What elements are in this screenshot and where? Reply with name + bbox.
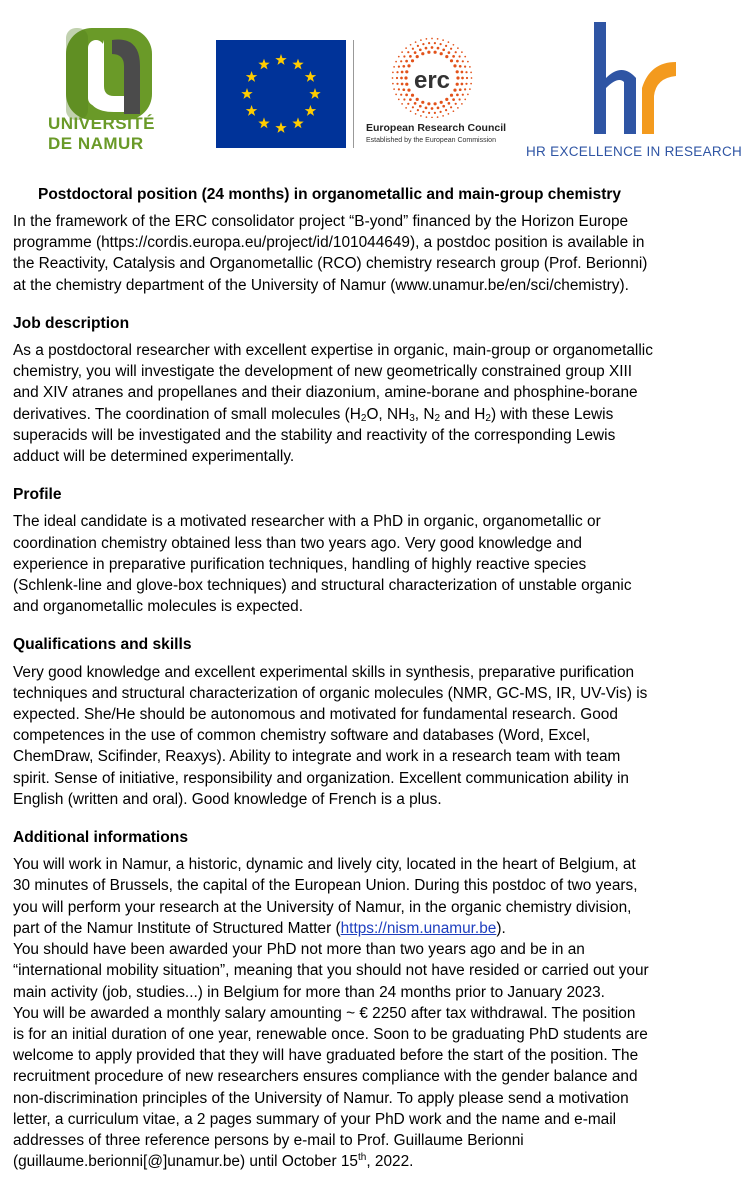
erc-dot-icon — [396, 83, 398, 85]
erc-dot-icon — [398, 88, 400, 90]
erc-dot-icon — [420, 115, 422, 117]
erc-dot-icon — [422, 43, 424, 45]
additional-line: (guillaume.berionni[@]unamur.be) until October 15th, 2022. — [13, 1152, 414, 1171]
erc-dot-icon — [402, 88, 405, 91]
erc-dot-icon — [407, 103, 409, 105]
erc-dot-icon — [442, 39, 444, 41]
erc-dot-icon — [464, 88, 466, 90]
erc-dot-icon — [405, 83, 408, 86]
erc-dot-icon — [398, 66, 400, 68]
erc-dot-icon — [407, 51, 409, 53]
erc-dot-icon — [431, 38, 433, 40]
erc-dot-icon — [465, 71, 467, 73]
erc-dot-icon — [453, 64, 456, 67]
erc-dot-icon — [442, 105, 445, 108]
erc-dot-icon — [415, 113, 417, 115]
logo-bar — [0, 0, 748, 180]
additional-line: main activity (job, studies...) in Belgium for more than 24 months prior to January 2023. — [13, 983, 605, 1001]
erc-dot-icon — [421, 52, 424, 55]
erc-mark: erc — [413, 67, 451, 94]
erc-dot-icon — [401, 83, 404, 86]
erc-dot-icon — [412, 48, 414, 50]
erc-dot-icon — [450, 106, 452, 108]
erc-dot-icon — [442, 115, 444, 117]
erc-dot-icon — [428, 112, 430, 114]
quals-line: techniques and structural characterization of organic molecules (NMR, GC-MS, IR, UV-Vis) is — [13, 684, 648, 702]
erc-dot-icon — [419, 48, 422, 51]
additional-paragraph — [13, 854, 748, 1172]
erc-dot-icon — [455, 103, 457, 105]
additional-line: “international mobility situation”, meaning that you should not have resided or carried out your — [13, 962, 649, 980]
erc-dot-icon — [405, 70, 408, 73]
erc-dot-icon — [464, 99, 466, 101]
erc-dot-icon — [448, 113, 450, 115]
erc-dot-icon — [445, 109, 447, 111]
intro-paragraph — [13, 211, 748, 296]
quals-line: spirit. Sense of initiative, responsibility and organization. Excellent communication ability in — [13, 769, 629, 787]
job-paragraph — [13, 340, 748, 467]
erc-name: European Research Council — [366, 122, 507, 134]
erc-dot-icon — [398, 56, 400, 58]
logo-divider — [353, 40, 354, 148]
quals-line: expected. She/He should be autonomous and motivated for fundamental research. Good — [13, 706, 618, 724]
erc-dot-icon — [403, 98, 405, 100]
erc-dot-icon — [411, 94, 414, 97]
erc-dot-icon — [392, 72, 394, 74]
additional-line: part of the Namur Institute of Structured Matter (https://nism.unamur.be). — [13, 919, 506, 937]
erc-dot-icon — [445, 55, 448, 58]
erc-dot-icon — [448, 51, 451, 54]
erc-dot-icon — [464, 66, 466, 68]
erc-dot-icon — [425, 107, 428, 110]
profile-line: and organometallic molecules is expected. — [13, 598, 304, 616]
erc-dot-icon — [410, 110, 412, 112]
erc-dot-icon — [409, 98, 412, 101]
job-line: chemistry, you will investigate the development of new geometrically constrained group XIII — [13, 363, 633, 381]
job-line: adduct will be determined experimentally. — [13, 448, 295, 466]
quals-line: ChemDraw, Scifinder, Reaxys). Ability to integrate and work in a research team with team — [13, 748, 621, 766]
erc-dot-icon — [456, 60, 459, 63]
eu-flag-icon — [216, 40, 346, 148]
unamur-line1: UNIVERSITÉ — [48, 114, 156, 133]
erc-dot-icon — [462, 94, 464, 96]
profile-heading: Profile — [13, 486, 62, 504]
erc-dot-icon — [398, 99, 400, 101]
erc-dot-icon — [409, 55, 412, 58]
erc-dot-icon — [405, 60, 408, 63]
erc-dot-icon — [437, 38, 439, 40]
erc-dot-icon — [453, 44, 455, 46]
erc-dot-icon — [453, 89, 456, 92]
erc-dot-icon — [456, 83, 459, 86]
erc-dot-icon — [407, 89, 410, 92]
erc-dot-icon — [401, 51, 403, 53]
erc-dot-icon — [461, 51, 463, 53]
erc-dot-icon — [445, 45, 447, 47]
intro-line: at the chemistry department of the University of Namur (www.unamur.be/en/sci/chemistry). — [13, 276, 629, 294]
erc-dot-icon — [417, 109, 419, 111]
erc-dot-icon — [470, 72, 472, 74]
erc-logo — [362, 36, 507, 156]
erc-dot-icon — [466, 77, 468, 79]
erc-dot-icon — [395, 61, 397, 63]
erc-dot-icon — [455, 51, 457, 53]
erc-dot-icon — [414, 102, 417, 105]
profile-paragraph — [13, 511, 748, 617]
erc-dot-icon — [422, 111, 424, 113]
erc-dot-icon — [459, 88, 462, 91]
erc-dot-icon — [456, 94, 459, 97]
additional-line: is for an initial duration of one year, renewable once. Soon to be graduating PhD students are — [13, 1025, 648, 1043]
page-title: Postdoctoral position (24 months) in organometallic and main-group chemistry — [38, 186, 622, 203]
erc-dot-icon — [407, 64, 410, 67]
erc-dot-icon — [453, 110, 455, 112]
additional-line: you will perform your research at the University of Namur, in the organic chemistry division, — [13, 898, 632, 916]
erc-dot-icon — [445, 98, 448, 101]
erc-dot-icon — [401, 71, 404, 74]
job-line: derivatives. The coordination of small molecules ($H_2O$, $NH_3$, $N_2$ and $H_2$) with these Lewis — [13, 405, 614, 424]
erc-dot-icon — [450, 94, 453, 97]
erc-dot-icon — [469, 66, 471, 68]
erc-dot-icon — [434, 42, 436, 44]
erc-dot-icon — [440, 101, 443, 104]
erc-dot-icon — [404, 76, 407, 79]
erc-dot-icon — [461, 83, 464, 86]
profile-line: The ideal candidate is a motivated researcher with a PhD in organic, organometallic or — [13, 513, 601, 531]
erc-dot-icon — [420, 39, 422, 41]
erc-dot-icon — [428, 42, 430, 44]
erc-dot-icon — [405, 107, 407, 109]
erc-tagline: Established by the European Commission — [366, 137, 496, 144]
erc-dot-icon — [459, 55, 461, 57]
erc-dot-icon — [400, 94, 402, 96]
job-heading: Job description — [13, 314, 130, 332]
profile-line: (Schlenk-line and glove-box techniques) and structural characterization of unstable organic — [13, 577, 632, 595]
erc-dot-icon — [419, 105, 422, 108]
profile-line: coordination chemistry obtained less than two years ago. Very good knowledge and — [13, 534, 582, 552]
erc-dot-icon — [431, 117, 433, 118]
erc-dot-icon — [402, 65, 405, 68]
erc-dot-icon — [461, 71, 464, 74]
erc-dot-icon — [416, 98, 419, 101]
additional-line: You should have been awarded your PhD not more than two years ago and be in an — [13, 941, 585, 959]
erc-dot-icon — [456, 76, 459, 79]
additional-line: welcome to apply provided that they will have graduated before the start of the position. The — [13, 1047, 639, 1065]
erc-dot-icon — [437, 116, 439, 118]
erc-dot-icon — [415, 41, 417, 43]
erc-dot-icon — [414, 51, 417, 54]
erc-dot-icon — [431, 46, 434, 49]
erc-dot-icon — [462, 60, 464, 62]
job-line: As a postdoctoral researcher with excellent expertise in organic, main-group or organometallic — [13, 342, 653, 360]
erc-dot-icon — [434, 51, 437, 54]
erc-dot-icon — [400, 60, 402, 62]
erc-dot-icon — [450, 48, 452, 50]
erc-dot-icon — [452, 55, 455, 58]
erc-dot-icon — [459, 65, 462, 68]
additional-line: You will be awarded a monthly salary amounting ~ € 2250 after tax withdrawal. The position — [13, 1004, 636, 1022]
erc-dot-icon — [393, 66, 395, 68]
erc-dot-icon — [395, 94, 397, 96]
erc-dot-icon — [457, 47, 459, 49]
additional-line: letter, a curriculum vitae, a 2 pages summary of your PhD work and the name and e-mail — [13, 1110, 617, 1128]
erc-dot-icon — [412, 106, 414, 108]
intro-line: programme (https://cordis.europa.eu/project/id/101044649), a postdoc position is available in — [13, 234, 645, 252]
additional-line: non-discrimination principles of the University of Namur. To apply please send a motivation — [13, 1089, 629, 1107]
erc-dot-icon — [400, 77, 403, 80]
erc-dot-icon — [440, 111, 442, 113]
erc-dot-icon — [450, 59, 453, 62]
erc-dot-icon — [448, 102, 451, 105]
erc-dot-icon — [440, 43, 442, 45]
quals-line: English (written and oral). Good knowledge of French is a plus. — [13, 790, 442, 808]
additional-heading: Additional informations — [13, 829, 188, 847]
erc-dot-icon — [401, 103, 403, 105]
profile-line: experience in preparative purification techniques, handling of highly reactive species — [13, 555, 587, 573]
erc-dot-icon — [421, 101, 424, 104]
erc-dot-icon — [405, 47, 407, 49]
erc-dot-icon — [469, 88, 471, 90]
erc-dot-icon — [461, 103, 463, 105]
erc-dot-icon — [456, 70, 459, 73]
unamur-logo — [44, 26, 174, 161]
erc-dot-icon — [465, 83, 467, 85]
job-line: superacids will be investigated and the stability and reactivity of the corresponding Lewis — [13, 426, 616, 444]
erc-dot-icon — [471, 77, 473, 79]
nism-link[interactable]: https://nism.unamur.be — [340, 919, 497, 937]
erc-dot-icon — [464, 56, 466, 58]
hr-text: HR EXCELLENCE IN RESEARCH — [526, 144, 743, 159]
erc-dot-icon — [437, 47, 440, 50]
erc-dot-icon — [411, 59, 414, 62]
erc-dot-icon — [392, 77, 394, 79]
unamur-line2: DE NAMUR — [48, 134, 144, 153]
erc-dot-icon — [461, 77, 464, 80]
erc-dot-icon — [470, 83, 472, 85]
erc-dot-icon — [426, 116, 428, 118]
quals-paragraph — [13, 662, 748, 810]
document-body — [13, 211, 748, 1172]
erc-dot-icon — [410, 44, 412, 46]
erc-dot-icon — [426, 38, 428, 40]
erc-dot-icon — [403, 55, 405, 57]
erc-dot-icon — [467, 94, 469, 96]
job-line: and XIV atranes and propellanes and their diazonium, amine-borane and phosphine-borane — [13, 384, 638, 402]
erc-dot-icon — [427, 102, 430, 105]
erc-dot-icon — [459, 98, 461, 100]
eu-flag — [216, 40, 346, 148]
additional-line: addresses of three reference persons by e-mail to Prof. Guillaume Berionni — [13, 1131, 524, 1149]
erc-dot-icon — [437, 107, 440, 110]
erc-dot-icon — [396, 77, 398, 79]
quals-line: Very good knowledge and excellent experimental skills in synthesis, preparative purification — [13, 663, 635, 681]
hr-logo — [524, 18, 746, 166]
erc-starburst-icon — [362, 36, 502, 118]
erc-dot-icon — [452, 98, 455, 101]
erc-dot-icon — [393, 88, 395, 90]
unamur-symbol-icon — [44, 26, 174, 126]
erc-dot-icon — [425, 47, 428, 50]
erc-dot-icon — [448, 41, 450, 43]
erc-dot-icon — [467, 61, 469, 63]
intro-line: the Reactivity, Catalysis and Organometallic (RCO) chemistry research group (Prof. Berionni) — [13, 255, 648, 273]
erc-dot-icon — [427, 51, 430, 54]
intro-line: In the framework of the ERC consolidator project “B-yond” financed by the Horizon Europe — [13, 213, 629, 230]
erc-dot-icon — [434, 112, 436, 114]
erc-dot-icon — [434, 102, 437, 105]
hr-symbol-icon — [524, 18, 746, 140]
erc-dot-icon — [396, 71, 398, 73]
quals-line: competences in the use of common chemistry software and databases (Word, Excel, — [13, 727, 591, 745]
erc-dot-icon — [417, 45, 419, 47]
additional-line: You will work in Namur, a historic, dynamic and lively city, located in the heart of Belgium, at — [13, 856, 636, 874]
erc-dot-icon — [416, 55, 419, 58]
additional-line: 30 minutes of Brussels, the capital of the European Union. During this postdoc of two years, — [13, 877, 638, 895]
erc-dot-icon — [405, 94, 408, 97]
additional-line: recruitment procedure of new researchers ensures compliance with the gender balance and — [13, 1068, 638, 1086]
erc-dot-icon — [442, 48, 445, 51]
erc-dot-icon — [457, 107, 459, 109]
quals-heading: Qualifications and skills — [13, 636, 192, 654]
erc-dot-icon — [392, 83, 394, 85]
erc-dot-icon — [440, 52, 443, 55]
erc-dot-icon — [431, 107, 434, 110]
